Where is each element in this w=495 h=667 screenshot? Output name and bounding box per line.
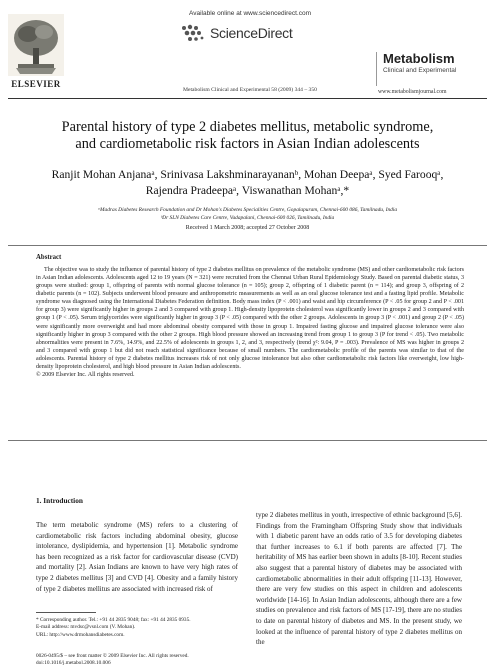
author-list (20, 167, 475, 198)
footnote-url[interactable]: URL: http://www.drmohansdiabetes.com. (36, 631, 125, 638)
footnote-corresponding: * Corresponding author. Tel.: +91 44 2835 9048; fax: +91 44 2835 0935. (36, 617, 191, 623)
issn-doi-block (36, 653, 238, 667)
journal-badge (376, 52, 491, 86)
authors-line-1: Ranjit Mohan Anjanaᵃ, Srinivasa Lakshminarayananᵇ, Mohan Deepaᵃ, Syed Farooqᵃ, (51, 168, 444, 181)
doi-link[interactable]: doi:10.1016/j.metabol.2008.10.006 (36, 660, 111, 666)
journal-url-link[interactable]: www.metabolismjournal.com (378, 89, 447, 95)
section-heading-introduction: 1. Introduction (36, 496, 83, 505)
journal-badge-subtitle: Clinical and Experimental (383, 67, 457, 74)
footnote-email[interactable]: E-mail address: mvdsc@vsnl.com (V. Mohan). (36, 624, 136, 631)
body-left-column: The term metabolic syndrome (MS) refers to a clustering of cardiometabolic risk factors including abdominal obesity, glucose intolerance, dyslipidemia, and hypertension [1]. Metabolic syndrome has been recognized as a risk factor for cardiovascular disease (CVD) and mortality [2]. Asian Indians are known to have very high rates of type 2 diabetes mellitus [3] and CVD [4]. Obesity and a family history of type 2 diabetes mellitus are associated with increased risk of (36, 521, 238, 593)
title-line-2: and cardiometabolic risk factors in Asian Indian adolescents (75, 135, 420, 152)
abstract-paragraph: The objective was to study the influence of parental history of type 2 diabetes mellitus on prevalence of the metabolic syndrome (MS) and other cardiometabolic risk factors in Asian Indian adolescents. Adolescents aged 12 to 19 years (N = 321) were recruited from the Chennai Urban Rural Epidemiology Study. Based on parental diabetic status, 3 groups were studied: group 1, offspring of parents with normal glucose tolerance (n = 105); group 2, offspring of 1 diabetic parent (n = 114); and group 3, offspring of 2 diabetic parents (n = 102). Subjects underwent blood pressure and anthropometric measurements as well as an oral glucose tolerance test and a fasting lipid profile. Metabolic syndrome was diagnosed using the International Diabetes Federation definition. Body mass index (P < .001) and waist and hip circumference (P < .05 for group 2 and P < .001 for group 3) were significantly higher in groups 2 and 3 compared with group 1. High-density lipoprotein cholesterol was significantly lower in groups 2 and 3 compared with group 1 (P < .05). Serum triglycerides were significantly higher in group 3 (P < .05) compared with the other 2 groups. Adolescents in group 3 (P < .001) and group 2 (P < .05) were significantly more overweight and had more abdominal obesity compared with those in group 1. Impaired fasting glucose and impaired glucose tolerance were also significantly higher in group 3 compared with the other 2 groups. High blood pressure showed an increasing trend from group 1 to group 3 (P for trend < .05). Two metabolic abnormalities were present in 7.6%, 14.9%, and 22.5% of adolescents in groups 1, 2, and 3, respectively (trend χ²: 9.04, P = .003). Prevalence of MS was higher in groups 2 and 3 compared with group 1 but did not reach statistical significance because of small numbers. The cardiometabolic profile of the parents was similar to that of the adolescents. Parental history of type 2 diabetes mellitus increases risk of not only glucose intolerance but also other cardiometabolic risk factors like overweight, low high-density lipoprotein cholesterol, and high blood pressure in Asian Indian adolescents. (36, 267, 464, 370)
abstract-body (36, 266, 464, 379)
abstract-copyright: © 2009 Elsevier Inc. All rights reserved. (36, 372, 135, 379)
sciencedirect-dots-icon (178, 24, 208, 44)
authors-line-2: Rajendra Pradeepaᵃ, Viswanathan Mohanᵃ,* (145, 183, 350, 197)
abstract-top-divider (8, 245, 487, 246)
abstract-heading: Abstract (36, 254, 62, 261)
footnote-divider (36, 612, 96, 613)
title-line-1: Parental history of type 2 diabetes mellitus, metabolic syndrome, (61, 119, 434, 135)
body-right-column: type 2 diabetes mellitus in youth, irrespective of ethnic background [5,6]. Findings from the Framingham Offspring Study show that individuals with 1 diabetic parent have an odds ratio of 3.5 for developing diabetes that further increases to 6.1 if both parents are affected [7]. The heritability of MS has earlier been shown in adults [8-10]. Recent studies also suggest that a parental history of diabetes may be associated with cardiometabolic abnormalities in their adult offspring [11-13]. However, there are very few studies on this aspect in children and adolescents worldwide [14-16]. In Asian Indian adolescents, although there are a few studies on prevalence and risk factors of MS [17-19], there are no studies to date on parental history of diabetes and MS. In the present study, we looked at the influence of parental history of type 2 diabetes mellitus on the (256, 511, 462, 647)
article-title (20, 119, 475, 152)
available-online-text: Available online at www.sciencedirect.com (189, 10, 311, 17)
received-dates: Received 1 March 2008; accepted 27 October 2008 (185, 225, 310, 231)
affiliation-b: ᵇDr SLN Diabetes Care Centre, Vadapalani, Chennai-600 026, Tamilnadu, India (160, 214, 335, 221)
elsevier-tree-logo-icon (8, 14, 64, 76)
footnotes (36, 617, 238, 639)
journal-badge-title: Metabolism (383, 51, 455, 66)
publisher-name: ELSEVIER (11, 79, 61, 89)
issn-line: 0026-0495/$ – see front matter © 2009 Elsevier Inc. All rights reserved. (36, 653, 189, 659)
sciencedirect-logo[interactable] (178, 22, 328, 44)
sciencedirect-wordmark: ScienceDirect (210, 25, 293, 41)
affiliations (20, 207, 475, 222)
abstract-bottom-divider (8, 440, 487, 441)
journal-citation: Metabolism Clinical and Experimental 58 (2009) 344 – 350 (183, 87, 317, 93)
affiliation-a: ᵃMadras Diabetes Research Foundation and Dr Mohan's Diabetes Specialities Centre, Gopalapuram, Chennai-600 086, Tamilnadu, India (97, 207, 398, 213)
header-divider (8, 98, 487, 99)
article-header (0, 0, 495, 104)
